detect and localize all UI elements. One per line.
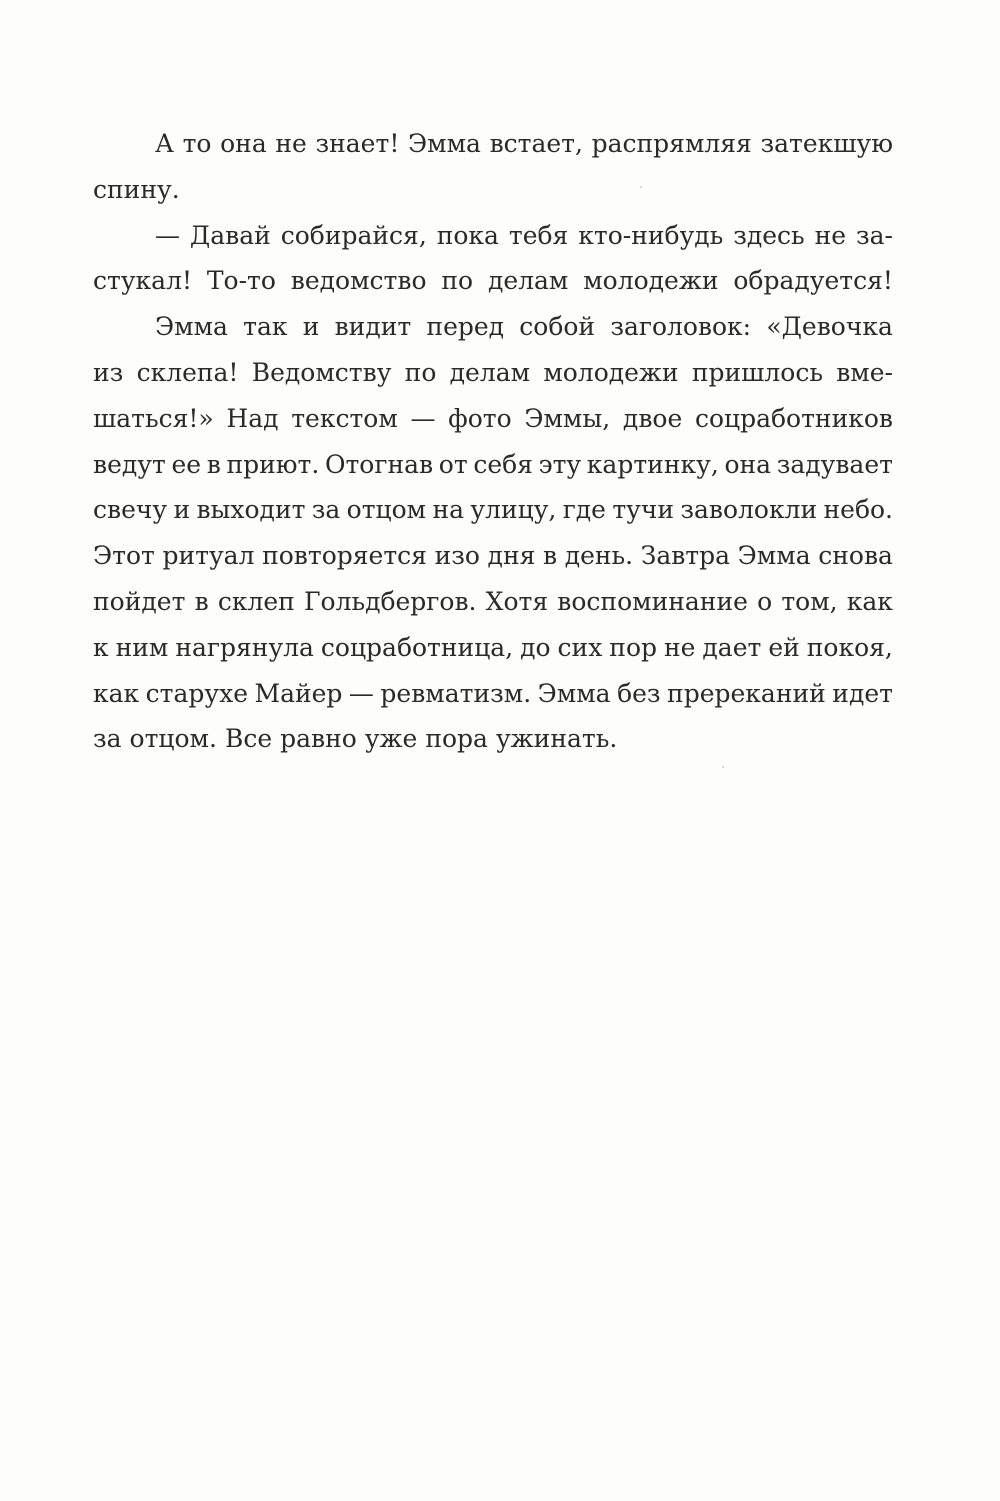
text-line: пойдет в склеп Гольдбергов. Хотя воспоминание о том, как bbox=[93, 586, 893, 616]
text-line: из склепа! Ведомству по делам молодежи пришлось вме- bbox=[93, 357, 893, 387]
text-line: шаться!» Над текстом — фото Эммы, двое соцработников bbox=[93, 403, 893, 433]
text-line: свечу и выходит за отцом на улицу, где тучи заволокли небо. bbox=[93, 495, 893, 525]
text-line: А то она не знает! Эмма встает, распрямляя затекшую bbox=[155, 129, 893, 158]
text-line: как старухе Майер — ревматизм. Эмма без пререканий идет bbox=[93, 678, 893, 708]
text-line: Эмма так и видит перед собой заголовок: «Девочка bbox=[155, 312, 893, 342]
body-text bbox=[93, 121, 893, 762]
text-line: за отцом. Все равно уже пора ужинать. bbox=[93, 724, 618, 754]
text-line: ведут ее в приют. Отогнав от себя эту картинку, она задувает bbox=[93, 449, 893, 479]
text-line: к ним нагрянула соцработница, до сих пор не дает ей покоя, bbox=[93, 632, 893, 662]
text-line: спину. bbox=[93, 174, 180, 204]
text-line: — Давай собирайся, пока тебя кто-нибудь здесь не за- bbox=[155, 220, 893, 250]
paper-speck bbox=[640, 186, 642, 188]
text-line: Этот ритуал повторяется изо дня в день. Завтра Эмма снова bbox=[93, 541, 893, 571]
text-line: стукал! То-то ведомство по делам молодежи обрадуется! bbox=[93, 266, 893, 296]
paper-speck bbox=[722, 766, 724, 768]
